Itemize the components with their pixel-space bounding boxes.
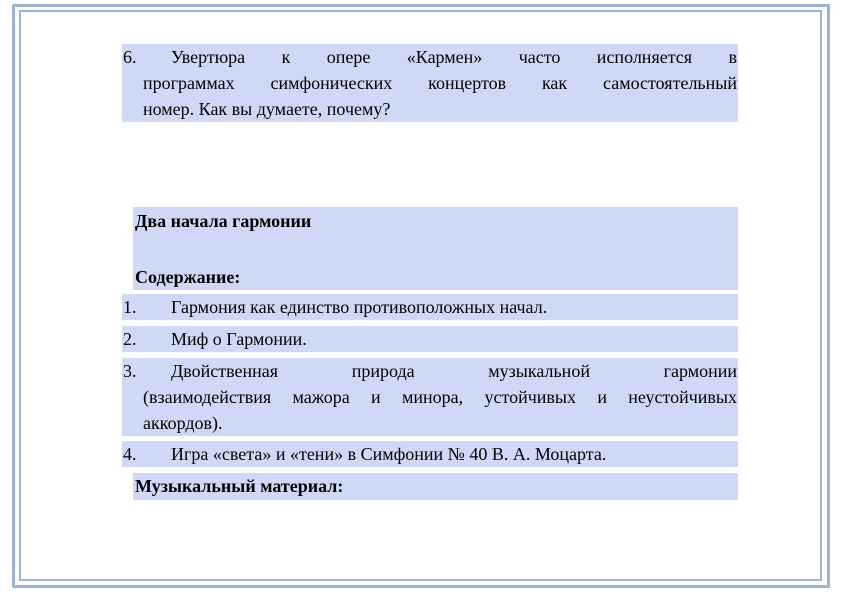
content-label: Содержание:: [135, 267, 241, 287]
item4-number: 4.: [123, 444, 137, 464]
item3-line1: Двойственная природа музыкальной гармонии: [171, 361, 737, 381]
item2-text: Миф о Гармонии.: [171, 329, 307, 349]
material-label: Музыкальный материал:: [135, 476, 344, 496]
item3-number: 3.: [123, 361, 137, 381]
item1-number: 1.: [123, 297, 137, 317]
q6-line1: Увертюра к опере «Кармен» часто исполняется в: [171, 47, 737, 67]
item3-line2: (взаимодействия мажора и минора, устойчивых и неустойчивых: [143, 387, 737, 407]
q6-number: 6.: [123, 47, 137, 67]
q6-line3: номер. Как вы думаете, почему?: [143, 99, 391, 119]
item4-text: Игра «света» и «тени» в Симфонии № 40 В. А. Моцарта.: [171, 444, 607, 464]
item3-line3: аккордов).: [143, 413, 223, 433]
q6-line2: программах симфонических концертов как самостоятельный: [143, 73, 737, 93]
item1-text: Гармония как единство противоположных начал.: [171, 297, 548, 317]
item2-number: 2.: [123, 329, 137, 349]
section-title: Два начала гармонии: [135, 211, 312, 231]
